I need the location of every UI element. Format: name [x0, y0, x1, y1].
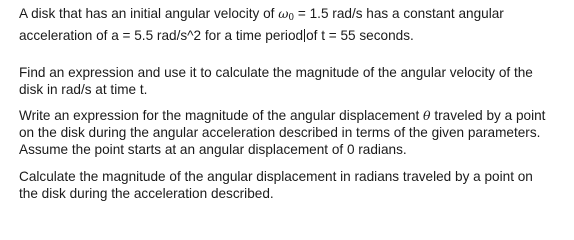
- paragraph-line: Find an expression and use it to calculate the magnitude of the angular velocity of the: [19, 65, 533, 80]
- paragraph-line: Calculate the magnitude of the angular displacement in radians traveled by a point on: [19, 169, 533, 184]
- paragraph-line: [19, 107, 564, 124]
- question-displacement-value-paragraph: [19, 168, 564, 202]
- text-cursor: [304, 29, 305, 42]
- paragraph-line: disk in rad/s at time t.: [19, 82, 148, 97]
- statement-text: A disk that has an initial angular velocity of: [19, 6, 279, 21]
- statement-text: acceleration of a = 5.5 rad/s^2 for a time period: [19, 28, 304, 43]
- statement-text: = 1.5 rad/s has a constant angular: [294, 6, 504, 21]
- theta-symbol: θ: [423, 108, 431, 123]
- paragraph-line: [19, 5, 564, 27]
- question-velocity-paragraph: [19, 64, 564, 98]
- paragraph-line: the disk during the acceleration described.: [19, 186, 274, 201]
- question-text: traveled by a point: [430, 108, 546, 123]
- omega-symbol: $\omega_0$: [278, 6, 295, 23]
- problem-statement-paragraph: [19, 5, 564, 44]
- paragraph-line: Assume the point starts at an angular displacement of 0 radians.: [19, 142, 407, 157]
- paragraph-line: [19, 27, 564, 44]
- paragraph-line: on the disk during the angular acceleration described in terms of the given parameters.: [19, 125, 541, 140]
- question-text: Write an expression for the magnitude of the angular displacement: [19, 108, 424, 123]
- omega-subscript: 0: [288, 13, 295, 23]
- question-displacement-expression-paragraph: [19, 107, 564, 158]
- statement-text: of t = 55 seconds.: [306, 28, 414, 43]
